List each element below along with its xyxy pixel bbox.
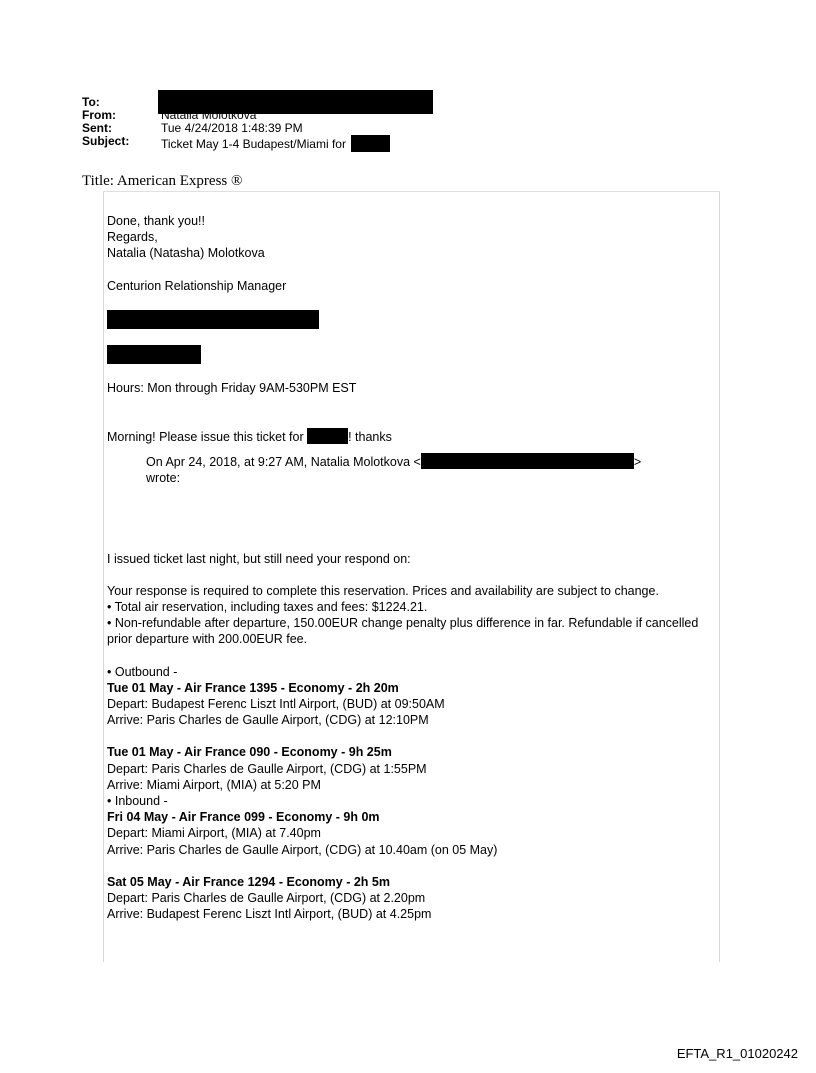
flight-4-depart: Depart: Paris Charles de Gaulle Airport, (CDG) at 2.20pm (107, 891, 426, 906)
redaction-box (421, 453, 634, 469)
bullet-total: • Total air reservation, including taxes and fees: $1224.21. (107, 600, 428, 615)
flight-1-depart: Depart: Budapest Ferenc Liszt Intl Airport, (BUD) at 09:50AM (107, 697, 445, 712)
redaction-box (107, 345, 201, 364)
message-body (107, 213, 719, 922)
quoted-header: On Apr 24, 2018, at 9:27 AM, Natalia Molotkova < > wrote: (107, 453, 719, 486)
title-line: Title: American Express ® (82, 173, 243, 189)
subject-label: Subject: (82, 134, 130, 148)
flight-4-title: Sat 05 May - Air France 1294 - Economy - 2h 5m (107, 874, 390, 889)
redaction-box (351, 135, 390, 152)
hours-line: Hours: Mon through Friday 9AM-530PM EST (107, 380, 357, 395)
flight-4-arrive: Arrive: Budapest Ferenc Liszt Intl Airport, (BUD) at 4.25pm (107, 907, 432, 922)
flight-2-title: Tue 01 May - Air France 090 - Economy - 9h 25m (107, 745, 392, 760)
flight-2-arrive: Arrive: Miami Airport, (MIA) at 5:20 PM (107, 777, 321, 792)
outbound-label: • Outbound - (107, 664, 178, 679)
from-label: From: (82, 108, 116, 122)
sent-value: Tue 4/24/2018 1:48:39 PM (161, 121, 303, 135)
inbound-label: • Inbound - (107, 794, 168, 809)
bullet-refund: • Non-refundable after departure, 150.00EUR change penalty plus difference in far. Refundable if cancelled prior departure with 200.00EUR fee. (107, 616, 699, 647)
flight-1-arrive: Arrive: Paris Charles de Gaulle Airport, (CDG) at 12:10PM (107, 713, 429, 728)
redaction-box (307, 428, 348, 444)
response-required: Your response is required to complete this reservation. Prices and availability are subject to change. (107, 583, 659, 598)
sender-name: Natalia (Natasha) Molotkova (107, 246, 265, 261)
flight-2-depart: Depart: Paris Charles de Gaulle Airport, (CDG) at 1:55PM (107, 761, 427, 776)
thanks-line: Done, thank you!! (107, 214, 205, 228)
flight-3-depart: Depart: Miami Airport, (MIA) at 7.40pm (107, 826, 321, 841)
redaction-box (107, 310, 319, 329)
flight-3-title: Fri 04 May - Air France 099 - Economy - 9h 0m (107, 810, 380, 825)
to-label: To: (82, 95, 100, 109)
regards-line: Regards, (107, 230, 158, 245)
from-value: Natalia Molotkova (161, 108, 257, 122)
subject-value: Ticket May 1-4 Budapest/Miami for (161, 137, 346, 151)
sent-label: Sent: (82, 121, 112, 135)
document-id: EFTA_R1_01020242 (676, 1046, 798, 1061)
flight-3-arrive: Arrive: Paris Charles de Gaulle Airport, (CDG) at 10.40am (on 05 May) (107, 842, 498, 857)
flight-1-title: Tue 01 May - Air France 1395 - Economy - 2h 20m (107, 680, 399, 695)
morning-line: Morning! Please issue this ticket for ! thanks (107, 430, 392, 445)
wrote-line: wrote: (146, 471, 181, 486)
sender-role: Centurion Relationship Manager (107, 278, 287, 293)
issued-line: I issued ticket last night, but still need your respond on: (107, 551, 411, 566)
